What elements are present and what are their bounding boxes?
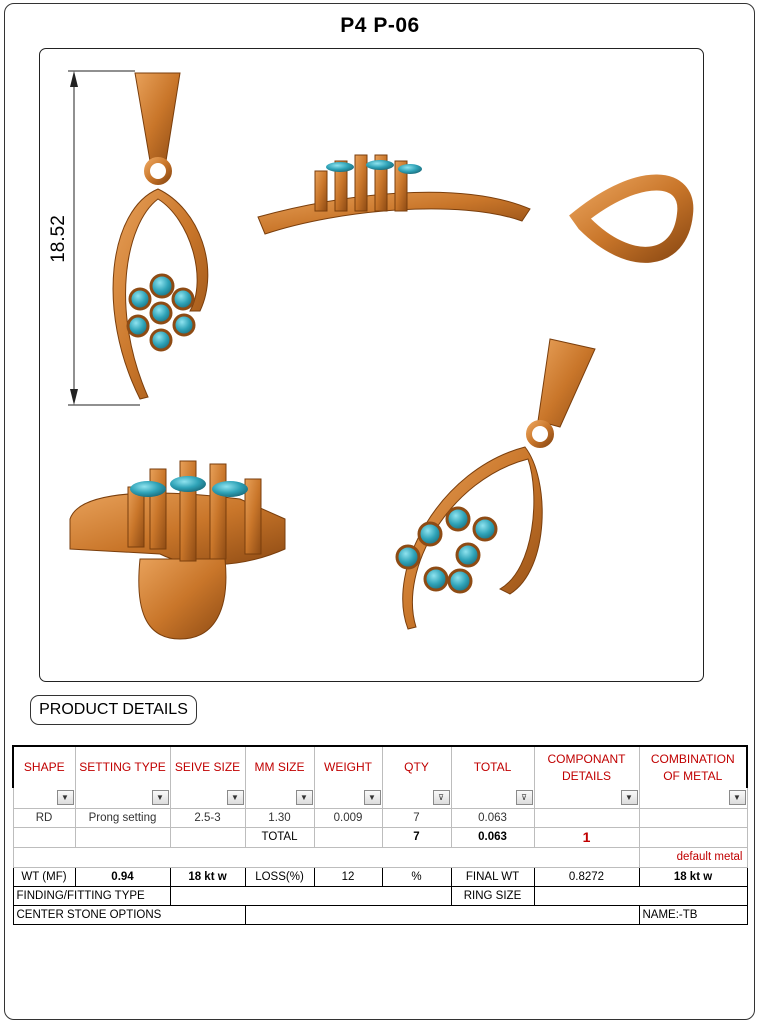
name-label: NAME:-TB [639, 905, 747, 924]
filter-dropdown-icon[interactable]: ▼ [729, 790, 746, 805]
header-setting-type: SETTING TYPE [75, 746, 170, 788]
finding-row [13, 886, 747, 905]
header-mm-size: MM SIZE [245, 746, 314, 788]
center-stone-label: CENTER STONE OPTIONS [13, 905, 245, 924]
default-metal-row [13, 847, 747, 867]
wt-label: WT (MF) [13, 867, 75, 886]
percent-sign: % [382, 867, 451, 886]
final-karat: 18 kt w [639, 867, 747, 886]
total-row [13, 827, 747, 847]
filter-active-icon[interactable]: ⊽ [516, 790, 533, 805]
header-total: TOTAL [451, 746, 534, 788]
filter-dropdown-icon[interactable]: ▼ [227, 790, 244, 805]
cell-total: 0.063 [451, 808, 534, 827]
wt-value: 0.94 [75, 867, 170, 886]
finding-label: FINDING/FITTING TYPE [13, 886, 170, 905]
header-shape: SHAPE [13, 746, 75, 788]
loss-value: 12 [314, 867, 382, 886]
cell-shape: RD [13, 808, 75, 827]
side-view [258, 155, 685, 255]
total-value: 0.063 [451, 827, 534, 847]
front-view [113, 73, 208, 399]
cell-weight: 0.009 [314, 808, 382, 827]
product-details-table [12, 745, 748, 925]
cell-qty: 7 [382, 808, 451, 827]
header-weight: WEIGHT [314, 746, 382, 788]
karat: 18 kt w [170, 867, 245, 886]
filter-dropdown-icon[interactable]: ▼ [296, 790, 313, 805]
default-metal: default metal [639, 847, 747, 867]
angled-view [397, 339, 595, 629]
product-image-frame [39, 48, 704, 682]
header-qty: QTY [382, 746, 451, 788]
header-seive-size: SEIVE SIZE [170, 746, 245, 788]
flower-stones-front [128, 275, 194, 350]
cell-mm: 1.30 [245, 808, 314, 827]
cell-seive: 2.5-3 [170, 808, 245, 827]
dimension-value: 18.52 [48, 215, 69, 263]
page-title: P4 P-06 [340, 14, 420, 37]
header-componant-details: COMPONANT DETAILS [534, 746, 639, 788]
component-count: 1 [534, 827, 639, 847]
final-wt-value: 0.8272 [534, 867, 639, 886]
table-row [13, 808, 747, 827]
filter-active-icon[interactable]: ⊽ [433, 790, 450, 805]
filter-dropdown-icon[interactable]: ▼ [152, 790, 169, 805]
total-qty: 7 [382, 827, 451, 847]
final-wt-label: FINAL WT [451, 867, 534, 886]
cell-setting: Prong setting [75, 808, 170, 827]
filter-dropdown-icon[interactable]: ▼ [621, 790, 638, 805]
table-header-row [13, 746, 747, 788]
filter-dropdown-icon[interactable]: ▼ [57, 790, 74, 805]
ring-size-label: RING SIZE [451, 886, 534, 905]
center-stone-row [13, 905, 747, 924]
top-view [70, 461, 285, 639]
product-details-label: PRODUCT DETAILS [30, 695, 197, 725]
total-label: TOTAL [245, 827, 314, 847]
filter-row [13, 788, 747, 808]
loss-label: LOSS(%) [245, 867, 314, 886]
pendant-render-views [40, 49, 704, 682]
filter-dropdown-icon[interactable]: ▼ [364, 790, 381, 805]
weight-row [13, 867, 747, 886]
header-combination-of-metal: COMBINATION OF METAL [639, 746, 747, 788]
